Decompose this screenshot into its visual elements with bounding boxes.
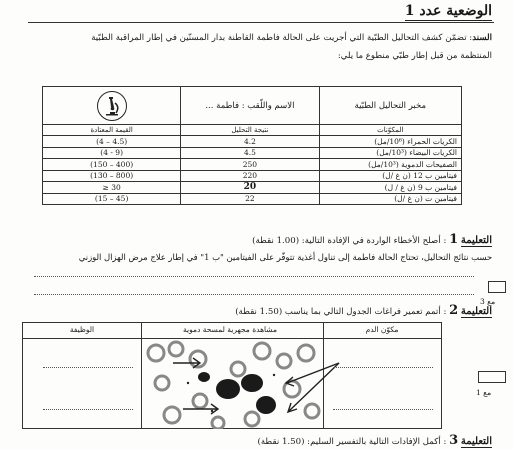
answer-line[interactable] xyxy=(43,367,133,368)
score-label-1: مع 3 xyxy=(480,297,496,306)
sanad-line-1: : تضمّن كشف التحاليل الطبّية التي أجريت على الحالة فاطمة القاطنة بدار المسنّين في إطار المراقبة الطبّية xyxy=(91,33,473,43)
task-3-number: 3 xyxy=(449,433,459,448)
task-2-number: 2 xyxy=(449,303,459,318)
col-normal: القيمة المعتادة xyxy=(43,125,181,136)
table-row: فيتامين ب 9 (ن غ / ل) 20 30 ≤ xyxy=(43,182,462,194)
microscope-icon xyxy=(97,91,127,121)
arrow-icon xyxy=(183,401,223,417)
sanad-label: السند xyxy=(472,33,492,43)
task-1-number: 1 xyxy=(449,232,459,247)
table-row: الكريات الحمراء (10⁶/مل) 4.2 (4.5 – 4) xyxy=(43,136,462,148)
table-row: الكريات البيضاء (10³/مل) 4.5 (9 - 4) xyxy=(43,147,462,159)
col-observation: مشاهدة مجهرية لمسحة دموية xyxy=(182,325,278,334)
task-3-label: التعليمة xyxy=(460,436,492,447)
task-1-statement: حسب نتائج التحاليل، تحتاج الحالة فاطمة إلى تناول أغذية تتوفّر على الفيتامين "ب 1" في إطار علاج مرض الهزال الوزني xyxy=(78,252,492,262)
answer-line[interactable] xyxy=(34,276,474,277)
table-row: الصفيحات الدموية (10³/مل) 250 (400 – 150) xyxy=(43,159,462,171)
table-row: فيتامين ت (ن غ /ل) 22 (45 – 15) xyxy=(43,193,462,205)
task-2-label: التعليمة xyxy=(460,306,492,317)
task-1-label: التعليمة xyxy=(460,235,492,246)
task-1-heading xyxy=(30,232,492,247)
answer-line[interactable] xyxy=(333,409,433,410)
lab-name-cell: مخبر التحاليل الطبّية xyxy=(319,87,461,125)
col-result: نتيجة التحليل xyxy=(181,125,319,136)
divider xyxy=(28,22,494,23)
sanad-line-2: المنتظمة من قبل إطار طبّي منطوع ما يلي: xyxy=(337,51,492,61)
score-label-2: مع 1 xyxy=(476,388,492,397)
sanad-paragraph xyxy=(36,29,492,65)
col-function: الوظيفة xyxy=(69,325,95,334)
table-row: فيتامين ب 12 (ن غ /ل) 220 (800 – 130) xyxy=(43,170,462,182)
task-1-text: : أصلح الأخطاء الواردة في الإفادة التالية: (1.00 نقطة) xyxy=(252,236,447,246)
page-title: الوضعية عدد 1 xyxy=(404,3,492,19)
patient-name-cell: الاسم واللّقب : فاطمة ... xyxy=(181,87,319,125)
task-2-text: : أتمم تعمير فراغات الجدول التالي بما يناسب (1.50 نقطة) xyxy=(235,307,447,317)
col-components: المكوّنات xyxy=(319,125,461,136)
task-3-text: : أكمل الإفادات التالية بالتفسير السليم: (1.50 نقطة) xyxy=(257,437,447,447)
blood-table xyxy=(22,322,442,429)
answer-line[interactable] xyxy=(43,409,133,410)
answer-line[interactable] xyxy=(34,294,474,295)
answer-line[interactable] xyxy=(333,367,433,368)
task-3-heading xyxy=(80,433,492,448)
col-blood-component: مكوّن الدم xyxy=(365,325,399,334)
arrow-icon xyxy=(281,353,341,423)
score-box xyxy=(488,281,506,293)
lab-results-table xyxy=(42,86,462,205)
arrow-icon xyxy=(173,351,203,375)
score-box xyxy=(478,371,506,383)
logo-cell xyxy=(43,87,181,125)
task-2-heading xyxy=(60,303,492,318)
